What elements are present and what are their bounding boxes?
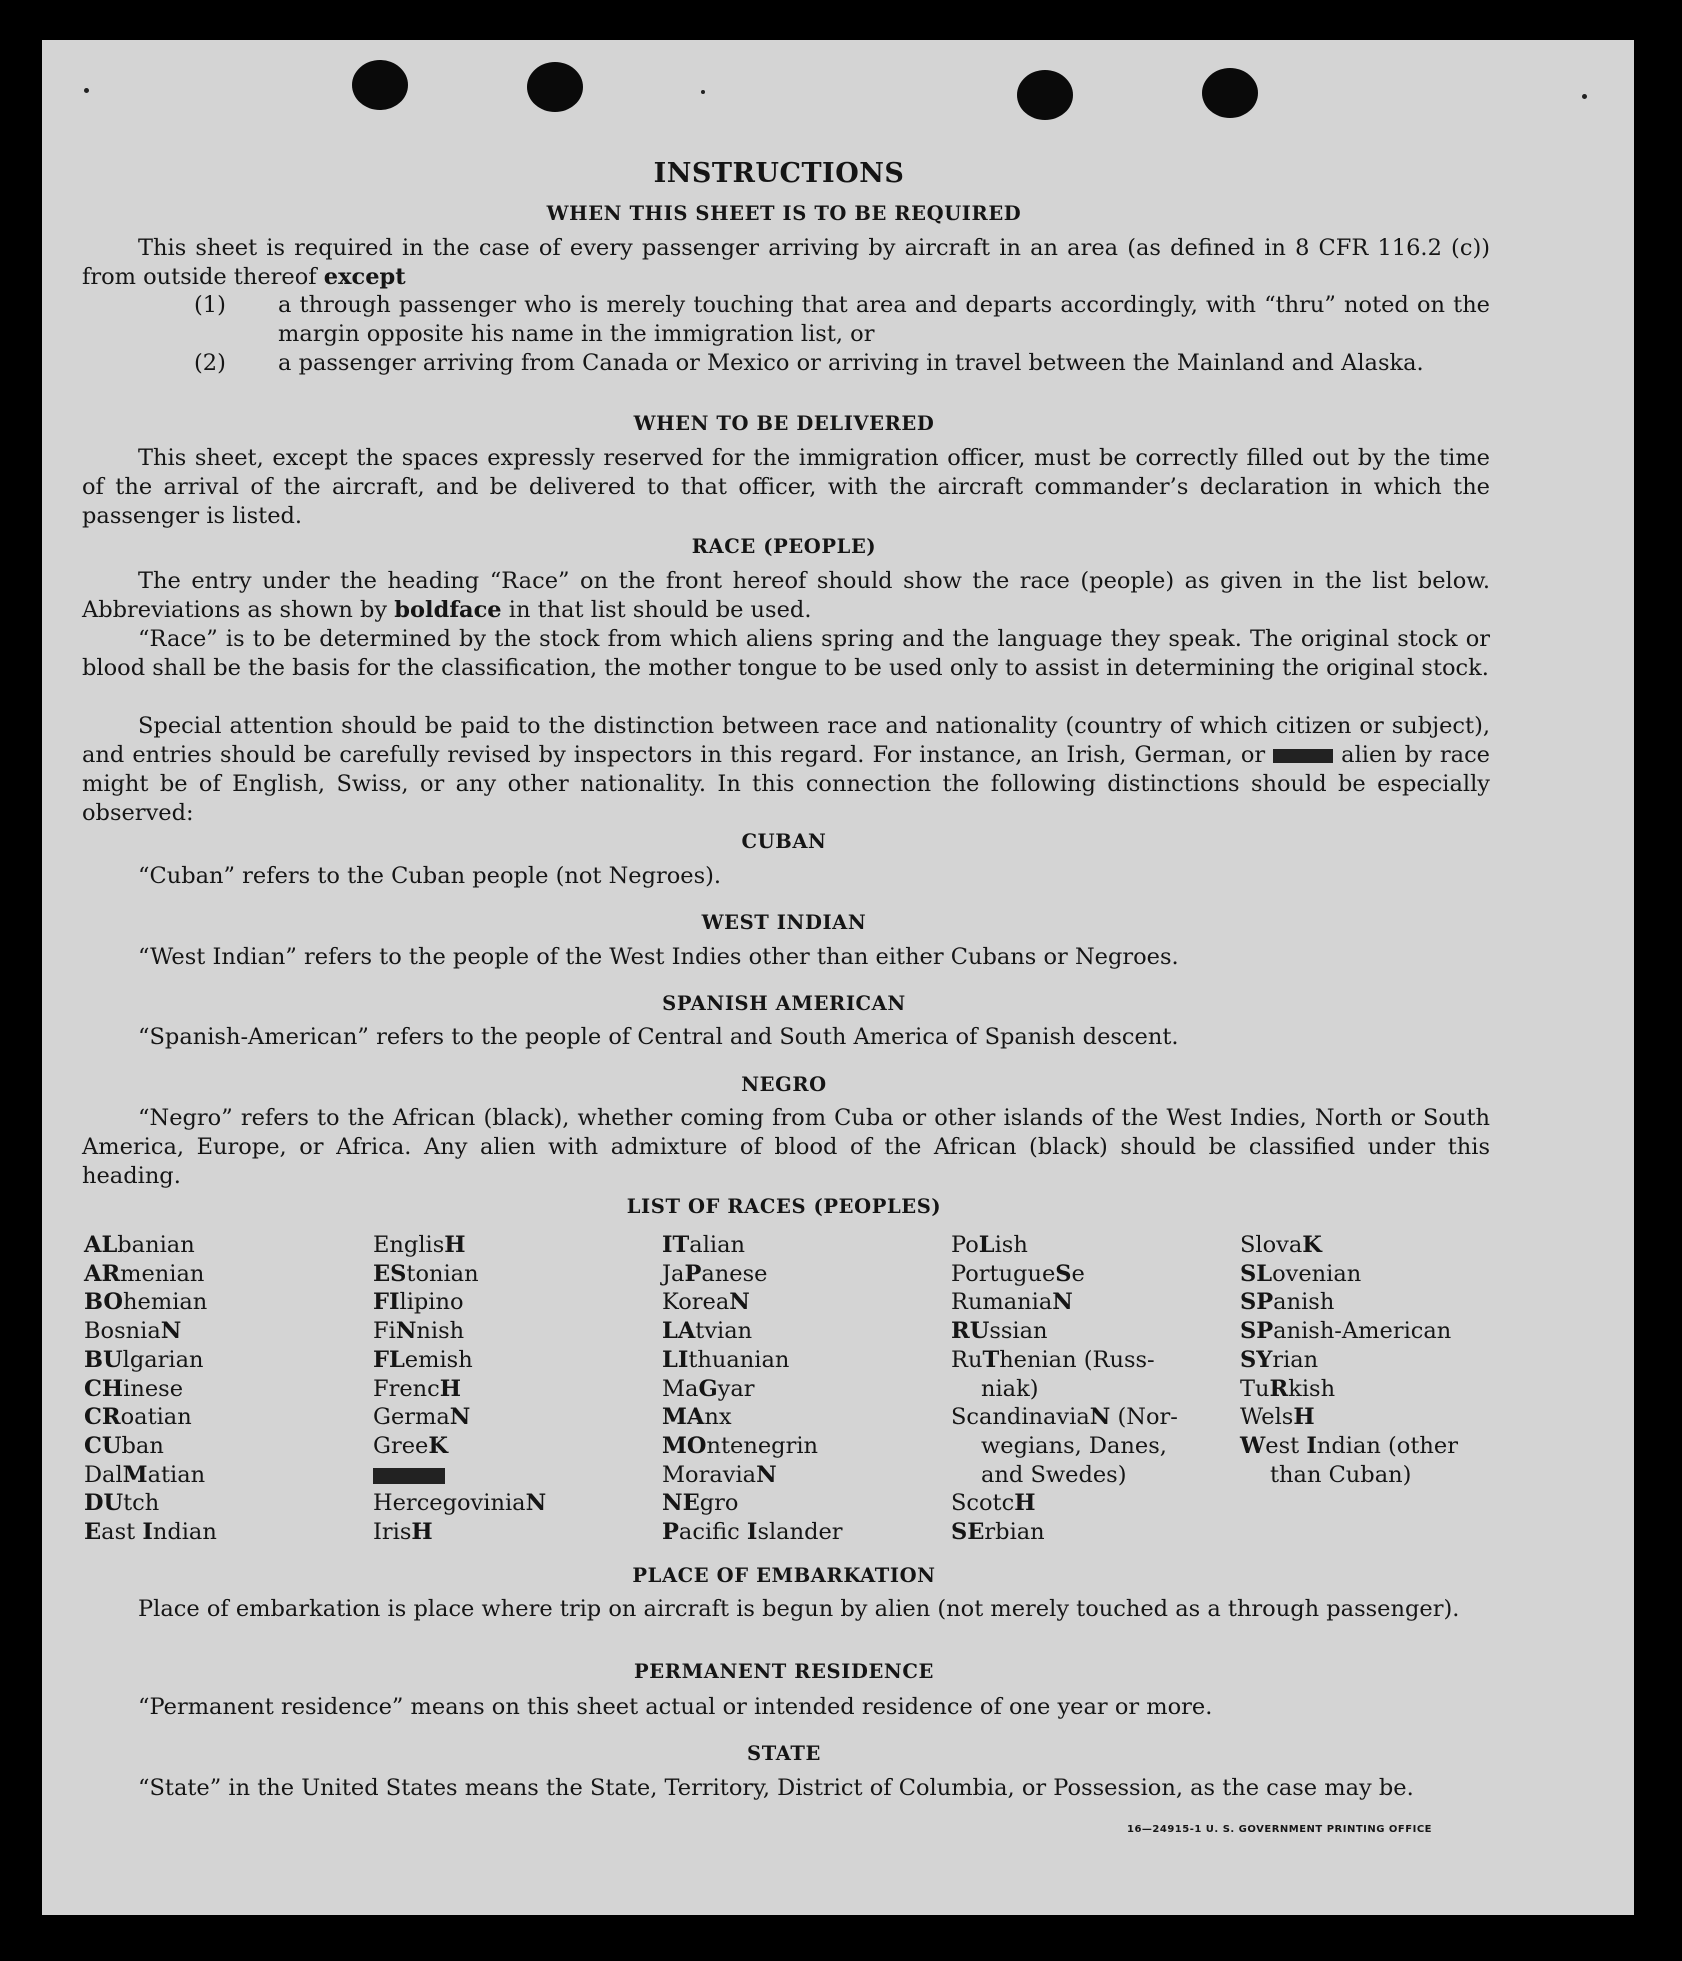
races-column-4 (951, 1231, 1178, 1547)
race-entry: EStonian (373, 1260, 479, 1287)
residence-text: “Permanent residence” means on this sheet actual or intended residence of one year or more. (138, 1694, 1213, 1720)
race-entry: RUssian (951, 1318, 1048, 1345)
west-indian-text: “West Indian” refers to the people of the West Indies other than either Cubans or Negroes. (138, 944, 1179, 970)
race-entry: NEgro (662, 1490, 739, 1517)
when-required-intro: This sheet is required in the case of every passenger arriving by aircraft in an area (as defined in 8 CFR 116.2 (c)) from outside thereof except (82, 235, 1490, 290)
document-sheet (42, 40, 1634, 1915)
race-entry: PortugueSe (951, 1260, 1085, 1287)
race-entry: BosniaN (84, 1318, 182, 1345)
punch-hole (1017, 70, 1073, 120)
race-entry: FiNnish (373, 1318, 465, 1345)
race-entry: HercegoviniaN (373, 1490, 547, 1517)
race-paragraph-2: “Race” is to be determined by the stock from which aliens spring and the language they speak. The original stock or blood shall be the basis for the classification, the mother tongue to be used only to assist in determining the original stock. (82, 626, 1490, 681)
race-entry: FIlipino (373, 1289, 464, 1316)
race-entry: and Swedes) (981, 1461, 1127, 1488)
races-column-2 (373, 1231, 546, 1547)
race-entry: CHinese (84, 1375, 184, 1402)
race-entry: PoLish (951, 1232, 1028, 1258)
race-entry: WelsH (1240, 1404, 1315, 1431)
race-entry: BUlgarian (84, 1346, 204, 1373)
state-text: “State” in the United States means the State, Territory, District of Columbia, or Possession, as the case may be. (138, 1775, 1414, 1801)
redaction-mark (1273, 749, 1333, 763)
race-entry: GreeK (373, 1432, 448, 1459)
race-paragraph-3: Special attention should be paid to the distinction between race and nationality (country of which citizen or subject), and entries should be carefully revised by inspectors in this regard. For instance, an Irish, German, or alien by race might be of English, Swiss, or any other nationality. In this connection the following distinctions should be especially observed: (82, 713, 1490, 826)
heading-when-required: WHEN THIS SHEET IS TO BE REQUIRED (546, 202, 1022, 225)
race-entry: MoraviaN (662, 1461, 777, 1488)
race-entry: SYrian (1240, 1346, 1319, 1373)
race-entry: IrisH (373, 1519, 433, 1546)
page-title: INSTRUCTIONS (653, 158, 905, 189)
race-entry: ALbanian (84, 1232, 195, 1258)
race-entry: ITalian (662, 1232, 745, 1258)
embarkation-text: Place of embarkation is place where trip on aircraft is begun by alien (not merely touched as a through passenger). (138, 1596, 1460, 1622)
race-entry: ScotcH (951, 1490, 1036, 1517)
negro-text: “Negro” refers to the African (black), whether coming from Cuba or other islands of the West Indies, North or South America, Europe, or Africa. Any alien with admixture of blood of the African (black) should be classified under this heading. (82, 1105, 1490, 1189)
race-entry: JaPanese (662, 1260, 768, 1287)
race-entry: LIthuanian (662, 1346, 790, 1373)
punch-hole (527, 62, 583, 112)
race-entry: EnglisH (373, 1232, 466, 1258)
heading-negro: NEGRO (741, 1073, 827, 1096)
speck (1582, 94, 1587, 99)
race-entry: niak) (981, 1375, 1039, 1402)
punch-hole (1202, 68, 1258, 118)
race-entry: SlovaK (1240, 1232, 1322, 1258)
heading-west-indian: WEST INDIAN (701, 911, 867, 934)
race-entry: SPanish-American (1240, 1318, 1452, 1345)
race-entry: wegians, Danes, (981, 1432, 1167, 1459)
heading-when-delivered: WHEN TO BE DELIVERED (633, 412, 935, 435)
race-entry: West Indian (other (1240, 1432, 1458, 1459)
race-entry: LAtvian (662, 1318, 753, 1345)
race-entry: SPanish (1240, 1289, 1335, 1316)
cuban-text: “Cuban” refers to the Cuban people (not Negroes). (138, 863, 722, 889)
race-entry: CRoatian (84, 1404, 192, 1431)
race-entry: than Cuban) (1270, 1461, 1412, 1488)
race-entry: Pacific Islander (662, 1519, 843, 1546)
spanish-american-text: “Spanish-American” refers to the people of Central and South America of Spanish descent. (138, 1024, 1179, 1050)
printer-imprint: 16—24915-1 U. S. GOVERNMENT PRINTING OFFICE (1127, 1824, 1432, 1835)
race-entry: East Indian (84, 1519, 217, 1546)
race-entry: FrencH (373, 1375, 462, 1402)
race-entry: DUtch (84, 1490, 160, 1517)
when-delivered-text: This sheet, except the spaces expressly reserved for the immigration officer, must be correctly filled out by the time of the arrival of the aircraft, and be delivered to that officer, with the aircraft commander’s declaration in which the passenger is listed. (82, 445, 1490, 529)
race-entry: ARmenian (84, 1260, 205, 1287)
race-entry: TuRkish (1240, 1375, 1336, 1402)
race-paragraph-1: The entry under the heading “Race” on the front hereof should show the race (people) as given in the list below. Abbreviations as shown by boldface in that list should be used. (82, 568, 1490, 623)
list-item: (2) a passenger arriving from Canada or Mexico or arriving in travel between the Mainland and Alaska. (194, 350, 1424, 376)
speck (84, 88, 89, 93)
heading-embarkation: PLACE OF EMBARKATION (632, 1564, 936, 1587)
race-entry (373, 1461, 546, 1490)
heading-spanish-american: SPANISH AMERICAN (662, 992, 906, 1015)
heading-permanent-residence: PERMANENT RESIDENCE (634, 1660, 934, 1683)
races-column-5 (1240, 1231, 1458, 1489)
heading-race: RACE (PEOPLE) (691, 535, 877, 558)
race-entry: GermaN (373, 1404, 471, 1431)
race-entry: BOhemian (84, 1289, 208, 1316)
race-entry: MAnx (662, 1404, 732, 1431)
race-entry: SLovenian (1240, 1260, 1362, 1287)
race-entry: MOntenegrin (662, 1432, 819, 1459)
speck (701, 90, 705, 94)
race-entry: DalMatian (84, 1461, 206, 1488)
race-entry: ScandinaviaN (Nor- (951, 1404, 1178, 1431)
race-entry: FLemish (373, 1346, 473, 1373)
races-column-1 (84, 1231, 217, 1547)
race-entry: CUban (84, 1432, 164, 1459)
heading-state: STATE (747, 1742, 821, 1765)
redaction-mark (373, 1468, 445, 1484)
heading-list-of-races: LIST OF RACES (PEOPLES) (626, 1195, 942, 1218)
race-entry: KoreaN (662, 1289, 750, 1316)
race-entry: SErbian (951, 1519, 1045, 1546)
race-entry: RuThenian (Russ- (951, 1346, 1155, 1373)
heading-cuban: CUBAN (741, 830, 827, 853)
race-entry: MaGyar (662, 1375, 755, 1402)
race-entry: RumaniaN (951, 1289, 1073, 1316)
races-column-3 (662, 1231, 843, 1547)
list-item: (1) a through passenger who is merely touching that area and departs accordingly, with “thru” noted on the margin opposite his name in the immigration list, or (194, 292, 1490, 347)
punch-hole (352, 60, 408, 110)
